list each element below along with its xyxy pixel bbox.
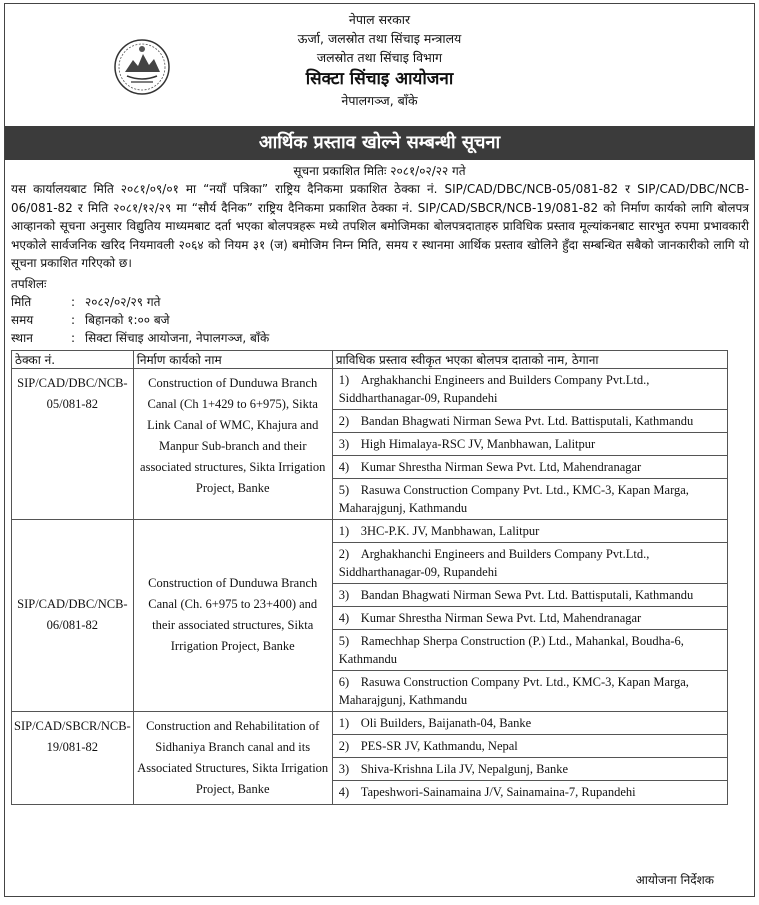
bidder-text: Shiva-Krishna Lila JV, Nepalgunj, Banke <box>360 762 569 776</box>
bidder-text: Ramechhap Sherpa Construction (P.) Ltd., Mahankal, Boudha-6, Kathmandu <box>338 633 684 666</box>
project-title: सिक्टा सिंचाइ आयोजना <box>305 69 454 89</box>
contract-ref: SIP/CAD/DBC/NCB-06/081-82 <box>12 519 134 711</box>
bidder-number: 1) <box>338 523 350 538</box>
date-separator: : <box>71 294 76 309</box>
bidder-item <box>332 432 727 455</box>
header-line-ministry: ऊर्जा, जलस्रोत तथा सिंचाइ मन्त्रालय <box>297 31 462 46</box>
header-bidders: प्राविधिक प्रस्ताव स्वीकृत भएका बोलपत्र दाताको नाम, ठेगाना <box>332 350 727 368</box>
work-name: Construction and Rehabilitation of Sidhaniya Branch canal and its Associated Structures, Sikta Irrigation Project, Banke <box>133 711 332 804</box>
bidder-number: 2) <box>338 546 350 561</box>
bidder-text: High Himalaya-RSC JV, Manbhawan, Lalitpur <box>360 436 596 451</box>
contract-ref: SIP/CAD/SBCR/NCB-19/081-82 <box>12 711 134 804</box>
details-time-row <box>11 311 748 329</box>
header-line-department: जलस्रोत तथा सिंचाइ विभाग <box>316 50 443 65</box>
bidder-text: Rasuwa Construction Company Pvt. Ltd., KMC-3, Kapan Marga, Maharajgunj, Kathmandu <box>338 482 689 515</box>
bidder-number: 2) <box>338 738 350 753</box>
bidder-number: 6) <box>338 674 350 689</box>
details-heading: तपशिलः <box>11 276 47 291</box>
publication-date: सूचना प्रकाशित मितिः २०८१/०२/२२ गते <box>293 164 466 178</box>
notice-body-text: यस कार्यालयबाट मिति २०८१/०९/०१ मा “नयाँ पत्रिका” राष्ट्रिय दैनिकमा प्रकाशित ठेक्का नं. SIP/CAD/DBC/NCB-05/081-82 र SIP/CAD/DBC/NCB-06/081-82 र मिति २०८१/१२/२९ मा “सौर्य दैनिक” राष्ट्रिय दैनिकमा प्रकाशित ठेक्का नं. SIP/CAD/SBCR/NCB-19/081-82 को निर्माण कार्यको लागि बोलपत्र आव्हानको सूचना अनुसार विद्युतिय माध्यमबाट दर्ता भएका बोलपत्रहरू मध्ये तपशिल बमोजिमका बोलपत्रदाताहरु प्राविधिक प्रस्ताव मूल्यांकनबाट सारभुत रुपमा प्रभावकारी भएकोले सार्वजनिक खरिद नियमावली २०६४ को नियम ३१ (ज) बमोजिम निम्न मिति, समय र स्थानमा आर्थिक प्रस्ताव खोलिने हुँदा सम्बन्धित सबैको जानकारीको लागि यो सूचना प्रकाशित गरिएको छ। <box>11 182 749 270</box>
work-name: Construction of Dunduwa Branch Canal (Ch 1+429 to 6+975), Sikta Link Canal of WMC, Khajura and Manpur Sub-branch and their associated structures, Sikta Irrigation Project, Banke <box>133 368 332 519</box>
bidder-text: Arghakhanchi Engineers and Builders Company Pvt.Ltd., Siddharthanagar-09, Rupandehi <box>338 372 650 405</box>
bidder-item <box>332 478 727 519</box>
nepal-government-emblem-icon <box>113 38 171 96</box>
bidder-number: 5) <box>338 633 350 648</box>
table-row <box>12 519 728 542</box>
details-date-row <box>11 293 748 311</box>
time-label: समय <box>11 312 34 327</box>
details-place-row <box>11 329 748 347</box>
place-value: सिक्टा सिंचाइ आयोजना, नेपालगञ्ज, बाँके <box>85 330 270 345</box>
project-location: नेपालगञ्ज, बाँके <box>341 93 418 108</box>
date-label: मिति <box>11 294 32 309</box>
bidder-text: Bandan Bhagwati Nirman Sewa Pvt. Ltd. Battisputali, Kathmandu <box>360 413 694 428</box>
bidder-text: PES-SR JV, Kathmandu, Nepal <box>360 738 518 753</box>
time-value: बिहानको १:०० बजे <box>85 312 170 327</box>
signature-project-director: आयोजना निर्देशक <box>635 873 714 887</box>
bidder-number: 4) <box>338 610 350 625</box>
bidder-item <box>332 409 727 432</box>
bidder-item <box>332 629 727 670</box>
bidder-item <box>332 606 727 629</box>
bidder-number: 4) <box>338 785 350 800</box>
schedule-details <box>5 273 754 347</box>
table-row <box>12 711 728 734</box>
bidder-item <box>332 711 727 734</box>
bidder-text: Arghakhanchi Engineers and Builders Company Pvt.Ltd., Siddharthanagar-09, Rupandehi <box>338 546 650 579</box>
notice-document <box>4 3 755 897</box>
time-separator: : <box>71 312 76 327</box>
bidder-number: 1) <box>338 715 350 730</box>
bidder-text: Kumar Shrestha Nirman Sewa Pvt. Ltd, Mahendranagar <box>360 459 642 474</box>
header-line-government: नेपाल सरकार <box>348 12 411 27</box>
bidder-number: 5) <box>338 482 350 497</box>
bidder-item <box>332 583 727 606</box>
header-contract-no: ठेक्का नं. <box>12 350 134 368</box>
bidder-text: Oli Builders, Baijanath-04, Banke <box>360 715 532 730</box>
header <box>5 4 754 126</box>
bidder-number: 3) <box>338 587 350 602</box>
date-value: २०८२/०२/२९ गते <box>85 294 161 309</box>
bidder-item <box>332 758 727 781</box>
work-name: Construction of Dunduwa Branch Canal (Ch. 6+975 to 23+400) and their associated structures, Sikta Irrigation Project, Banke <box>133 519 332 711</box>
place-separator: : <box>71 330 76 345</box>
bidder-text: Bandan Bhagwati Nirman Sewa Pvt. Ltd. Battisputali, Kathmandu <box>360 587 694 602</box>
bidder-text: Kumar Shrestha Nirman Sewa Pvt. Ltd, Mahendranagar <box>360 610 642 625</box>
bidder-text: Tapeshwori-Sainamaina J/V, Sainamaina-7, Rupandehi <box>360 785 636 800</box>
bidder-number: 4) <box>338 459 350 474</box>
bidder-number: 1) <box>338 372 350 387</box>
bidder-item <box>332 368 727 409</box>
place-label: स्थान <box>11 330 33 345</box>
bidder-number: 3) <box>338 436 350 451</box>
table-row <box>12 368 728 409</box>
bidder-number: 3) <box>338 762 350 776</box>
bidder-item <box>332 455 727 478</box>
bidder-item <box>332 781 727 804</box>
bidder-text: Rasuwa Construction Company Pvt. Ltd., KMC-3, Kapan Marga, Maharajgunj, Kathmandu <box>338 674 689 707</box>
bidder-number: 2) <box>338 413 350 428</box>
bidder-item <box>332 734 727 757</box>
bidder-item <box>332 542 727 583</box>
bidder-item <box>332 670 727 711</box>
header-work-name: निर्माण कार्यको नाम <box>133 350 332 368</box>
table-header-row <box>12 350 728 368</box>
bidder-text: 3HC-P.K. JV, Manbhawan, Lalitpur <box>360 523 540 538</box>
bidders-table <box>11 350 728 805</box>
bidder-item <box>332 519 727 542</box>
contract-ref: SIP/CAD/DBC/NCB-05/081-82 <box>12 368 134 519</box>
notice-title-banner: आर्थिक प्रस्ताव खोल्ने सम्बन्धी सूचना <box>5 126 754 160</box>
